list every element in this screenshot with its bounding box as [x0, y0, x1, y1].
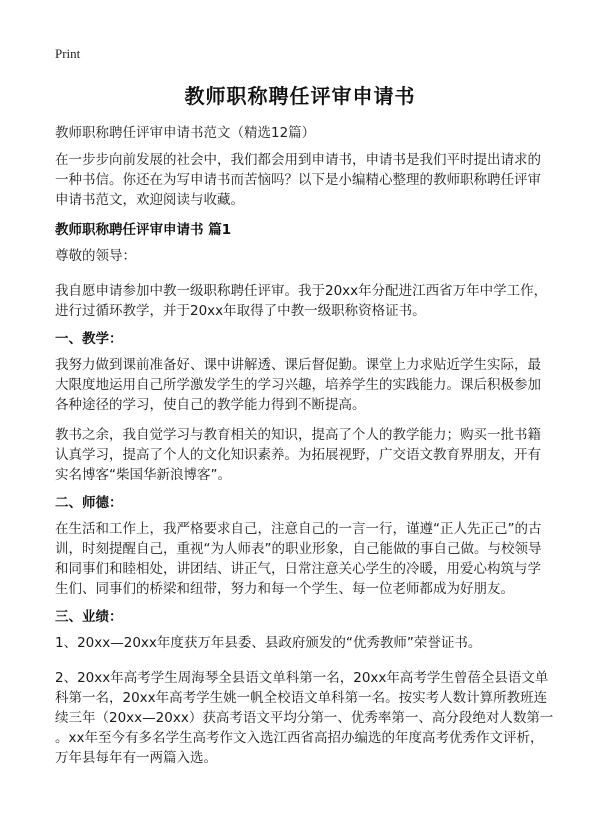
intro-paragraph [55, 150, 541, 210]
text-line: 万年县每年有一两篇入选。 [55, 750, 217, 766]
text-line: 1、20xx—20xx年度获万年县委、县政府颁发的“优秀教师”荣誉证书。 [55, 635, 482, 651]
text-line: 训，时刻提醒自己，重视“为人师表”的职业形象，自己能做的事自己做。与校领导 [55, 541, 542, 557]
teaching-paragraph-2 [55, 425, 541, 485]
text-line: 实名博客“柴国华新浪博客”。 [55, 467, 231, 483]
achievement-item-1 [55, 633, 481, 653]
section-heading-ethics: 二、师德： [55, 495, 123, 511]
text-line: 在生活和工作上，我严格要求自己，注意自己的一言一行，谨遵“正人先正己”的古 [55, 521, 542, 537]
text-line: 和同事们和睦相处，讲团结、讲正气，日常注意关心学生的冷暖，用爱心构筑与学 [55, 561, 541, 577]
text-line: 认真学习，提高了个人的文化知识素养。为拓展视野，广交语文教育界朋友，开有 [55, 447, 541, 463]
text-line: 进行过循环教学，并于20xx年取得了中教一级职称资格证书。 [55, 303, 426, 319]
text-line: 一种书信。你还在为写申请书而苦恼吗？以下是小编精心整理的教师职称聘任评审 [55, 172, 541, 188]
text-line: 生们、同事们的桥梁和纽带，努力和每一个学生、每一位老师都成为好朋友。 [55, 581, 514, 597]
opening-paragraph [55, 281, 547, 321]
text-line: 续三年（20xx—20xx）获高考语文平均分第一、优秀率第一、高分段绝对人数第一 [55, 710, 554, 726]
article-heading: 教师职称聘任评审申请书 篇1 [55, 222, 232, 238]
page-title: 教师职称聘任评审申请书 [184, 84, 416, 108]
ethics-paragraph [55, 519, 542, 599]
section-heading-achievements: 三、业绩： [55, 609, 123, 625]
text-line: 申请书范文，欢迎阅读与收藏。 [55, 192, 244, 208]
salutation [55, 246, 136, 266]
teaching-paragraph-1 [55, 355, 541, 415]
text-line: 2、20xx年高考学生周海琴全县语文单科第一名，20xx年高考学生曾蓓全县语文单 [55, 670, 549, 686]
achievement-item-2 [55, 668, 553, 768]
text-line: 我自愿申请参加中教一级职称聘任评审。我于20xx年分配进江西省万年中学工作， [55, 283, 548, 299]
text-line: 科第一名，20xx年高考学生姚一帆全校语文单科第一名。按实考人数计算所教班连 [55, 690, 548, 706]
text-line: 大限度地运用自己所学激发学生的学习兴趣，培养学生的实践能力。课后积极参加 [55, 377, 541, 393]
document-subtitle: 教师职称聘任评审申请书范文（精选12篇） [55, 125, 316, 141]
text-line: 教书之余，我自觉学习与教育相关的知识，提高了个人的教学能力；购买一批书籍 [55, 427, 541, 443]
text-line: 我努力做到课前准备好、课中讲解透、课后督促勤。课堂上力求贴近学生实际，最 [55, 357, 541, 373]
section-heading-teaching: 一、教学： [55, 331, 123, 347]
text-line: 。xx年至今有多名学生高考作文入选江西省高招办编选的年度高考优秀作文评析， [55, 730, 544, 746]
text-line: 尊敬的领导： [55, 248, 136, 264]
print-label[interactable]: Print [55, 46, 81, 61]
text-line: 在一步步向前发展的社会中，我们都会用到申请书，申请书是我们平时提出请求的 [55, 152, 541, 168]
text-line: 各种途径的学习，使自己的教学能力得到不断提高。 [55, 397, 366, 413]
